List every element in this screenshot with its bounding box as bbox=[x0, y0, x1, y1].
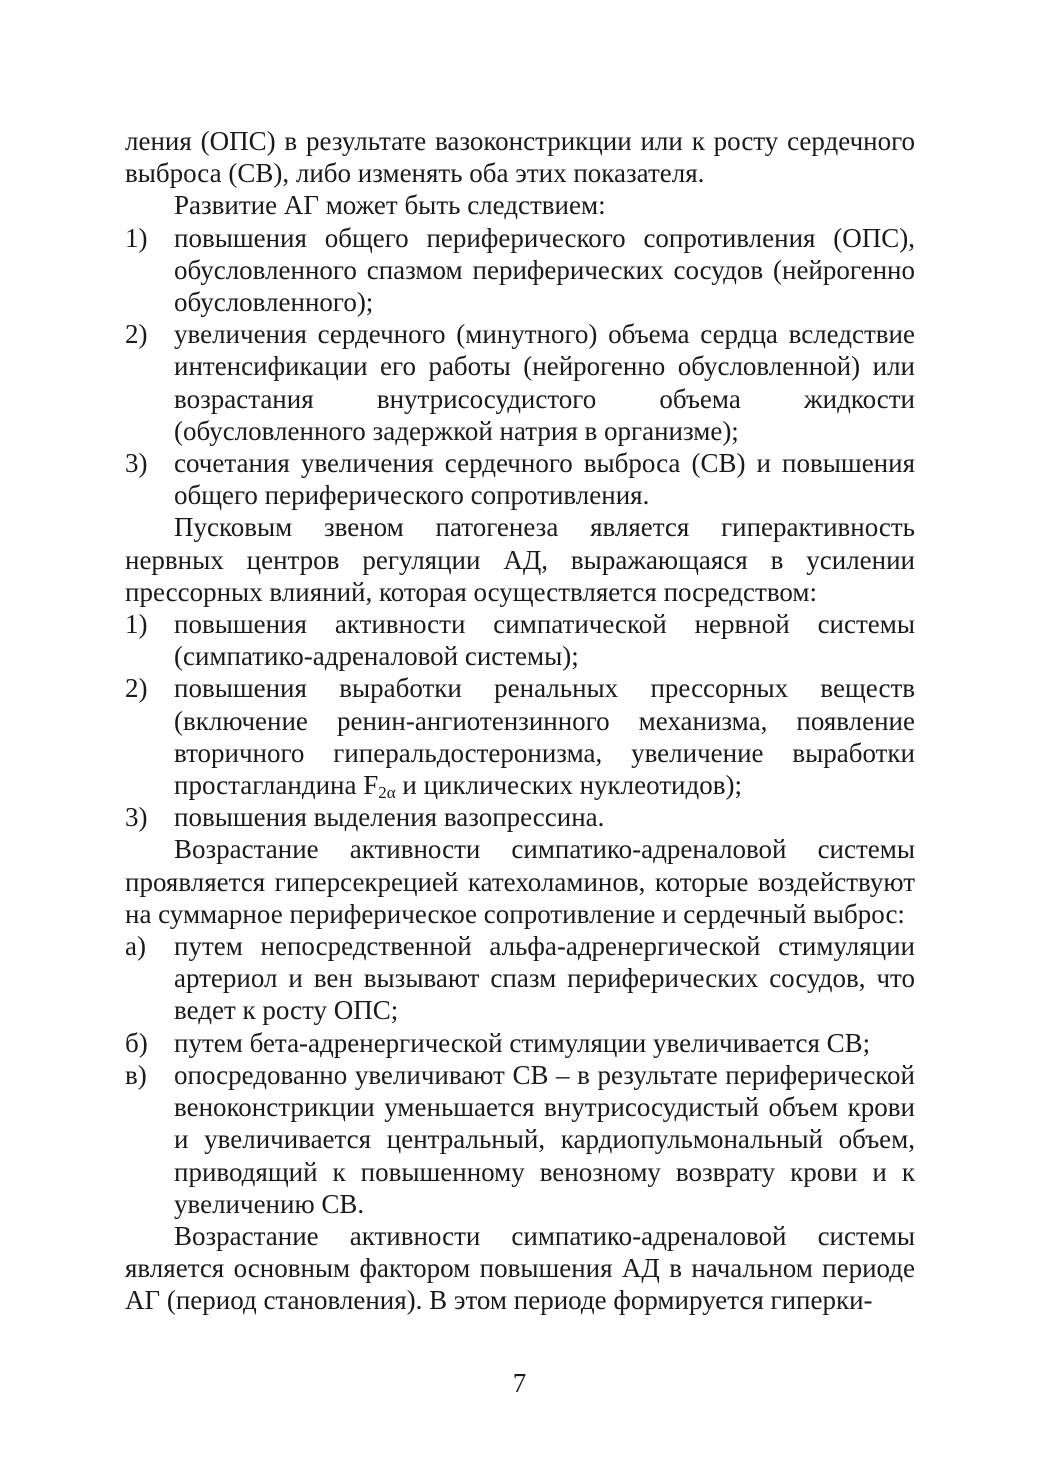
paragraph-catecholamines: Возрастание активности симпатико-адреналовой системы проявляется гиперсекрецией катехоламинов, которые воздействуют на суммарное периферическое сопротивление и сердечный выброс: bbox=[125, 834, 915, 929]
page-body bbox=[125, 125, 915, 1317]
list-item-text-after: и циклических нуклеотидов); bbox=[395, 770, 742, 801]
list-marker: 1) bbox=[125, 222, 148, 253]
list-marker: 1) bbox=[125, 609, 148, 640]
paragraph-ag-causes-intro: Развитие АГ может быть следствием: bbox=[174, 190, 606, 221]
list-item bbox=[125, 318, 915, 447]
list-item bbox=[125, 447, 915, 511]
list-item-text: сочетания увеличения сердечного выброса (СВ) и повышения общего периферического сопротивления. bbox=[174, 448, 915, 511]
list-item bbox=[125, 930, 915, 1027]
list-item-text: путем непосредственной альфа-адренергической стимуляции артериол и вен вызывают спазм периферических сосудов, что ведет к росту ОПС; bbox=[174, 931, 915, 1026]
list-item-text: путем бета-адренергической стимуляции увеличивается СВ; bbox=[174, 1027, 871, 1058]
list-item-text bbox=[174, 672, 915, 801]
list-marker: б) bbox=[125, 1027, 148, 1058]
list-ag-causes bbox=[125, 222, 915, 512]
list-item-text: увеличения сердечного (минутного) объема сердца вследствие интенсификации его работы (нейрогенно обусловленной) или возрастания внутрисосудистого объема жидкости (обусловленного задержкой натрия в организме); bbox=[174, 319, 915, 446]
paragraph-continuation: ления (ОПС) в результате вазоконстрикции или к росту сердечного выброса (СВ), либо изменять оба этих показателя. bbox=[125, 126, 915, 189]
list-item-text: повышения активности симпатической нервной системы (симпатико-адреналовой системы); bbox=[174, 609, 915, 672]
list-item bbox=[125, 222, 915, 319]
list-marker: 2) bbox=[125, 319, 148, 350]
list-marker: в) bbox=[125, 1059, 147, 1090]
list-item-text: повышения выделения вазопрессина. bbox=[174, 802, 605, 833]
list-marker: 2) bbox=[125, 673, 148, 704]
list-item-text: повышения общего периферического сопротивления (ОПС), обусловленного спазмом периферических сосудов (нейрогенно обусловленного); bbox=[174, 222, 915, 318]
list-item-text: опосредованно увеличивают СВ – в результате периферической веноконстрикции уменьшается внутрисосудистый объем крови и увеличивается центральный, кардиопульмональный объем, приводящий к повышенному венозному возврату крови и к увеличению СВ. bbox=[174, 1059, 915, 1219]
list-item bbox=[125, 801, 915, 833]
paragraph-initial-period: Возрастание активности симпатико-адреналовой системы является основным фактором повышения АД в начальном периоде АГ (период становления). В этом периоде формируется гиперки- bbox=[125, 1220, 915, 1316]
paragraph-trigger-link: Пусковым звеном патогенеза является гиперактивность нервных центров регуляции АД, выражающаяся в усилении прессорных влияний, которая осуществляется посредством: bbox=[125, 512, 915, 607]
list-item bbox=[125, 672, 915, 801]
list-item bbox=[125, 1059, 915, 1220]
list-item-text-before: повышения выработки ренальных прессорных веществ (включение ренин-ангиотензинного механизма, появление вторичного гиперальдостеронизма, увеличение выработки простагландина F bbox=[174, 673, 915, 801]
page-number: 7 bbox=[512, 1368, 527, 1398]
list-marker: а) bbox=[125, 931, 146, 962]
subscript: 2α bbox=[378, 783, 396, 803]
list-catecholamine-effects bbox=[125, 930, 915, 1220]
list-marker: 3) bbox=[125, 802, 148, 833]
list-item bbox=[125, 608, 915, 672]
list-marker: 3) bbox=[125, 448, 148, 479]
list-item bbox=[125, 1027, 915, 1059]
list-pressor-mechanisms bbox=[125, 608, 915, 833]
